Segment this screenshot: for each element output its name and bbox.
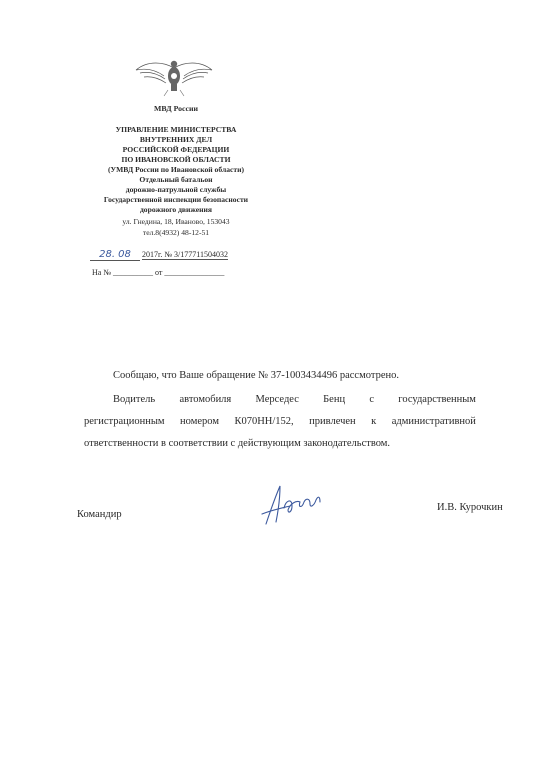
- word: административной: [391, 416, 476, 427]
- handwritten-date: 28. 08: [99, 249, 131, 260]
- word: государственным: [398, 394, 476, 405]
- dept-line-4: ПО ИВАНОВСКОЙ ОБЛАСТИ: [121, 155, 231, 164]
- phone: тел.8(4932) 48-12-51: [142, 228, 210, 237]
- unit-line-3: Государственной инспекции безопасности: [103, 195, 249, 204]
- unit-line-1: Отдельный батальон: [139, 175, 213, 184]
- ministry-title: МВД России: [154, 104, 198, 113]
- dept-line-2: ВНУТРЕННИХ ДЕЛ: [139, 135, 213, 144]
- address: ул. Гнедина, 18, Иваново, 153043: [122, 217, 230, 226]
- word: номером: [180, 416, 219, 427]
- ref-year-number: 2017г. № 3/177711504032: [142, 250, 228, 259]
- unit-line-2: дорожно-патрульной службы: [125, 185, 227, 194]
- dept-line-1: УПРАВЛЕНИЕ МИНИСТЕРСТВА: [115, 125, 237, 134]
- word: Бенц: [323, 394, 346, 405]
- word: привлечен: [309, 416, 356, 427]
- word: автомобиля: [179, 394, 232, 405]
- word: регистрационным: [84, 416, 165, 427]
- outgoing-ref: [90, 249, 228, 261]
- word: к: [371, 416, 377, 427]
- signer-name: И.В. Курочкин: [437, 502, 503, 513]
- unit-line-4: дорожного движения: [139, 205, 213, 214]
- body-line-4: ответственности в соответствии с действующим законодательством.: [84, 438, 391, 449]
- reply-to-line: На № __________ от _______________: [92, 268, 225, 277]
- word: К070НН/152,: [234, 416, 294, 427]
- word: Водитель: [113, 394, 156, 405]
- mvd-emblem-icon: [134, 54, 214, 98]
- body-line-3: [84, 416, 476, 427]
- word: с: [369, 394, 375, 405]
- dept-short-name: (УМВД России по Ивановской области): [107, 165, 245, 174]
- body-line-1: Сообщаю, что Ваше обращение № 37-1003434496 рассмотрено.: [113, 370, 399, 381]
- body-line-2: [113, 394, 476, 405]
- word: Мерседес: [255, 394, 299, 405]
- dept-line-3: РОССИЙСКОЙ ФЕДЕРАЦИИ: [122, 145, 230, 154]
- signer-position: Командир: [77, 509, 122, 520]
- handwritten-signature-icon: [258, 478, 324, 530]
